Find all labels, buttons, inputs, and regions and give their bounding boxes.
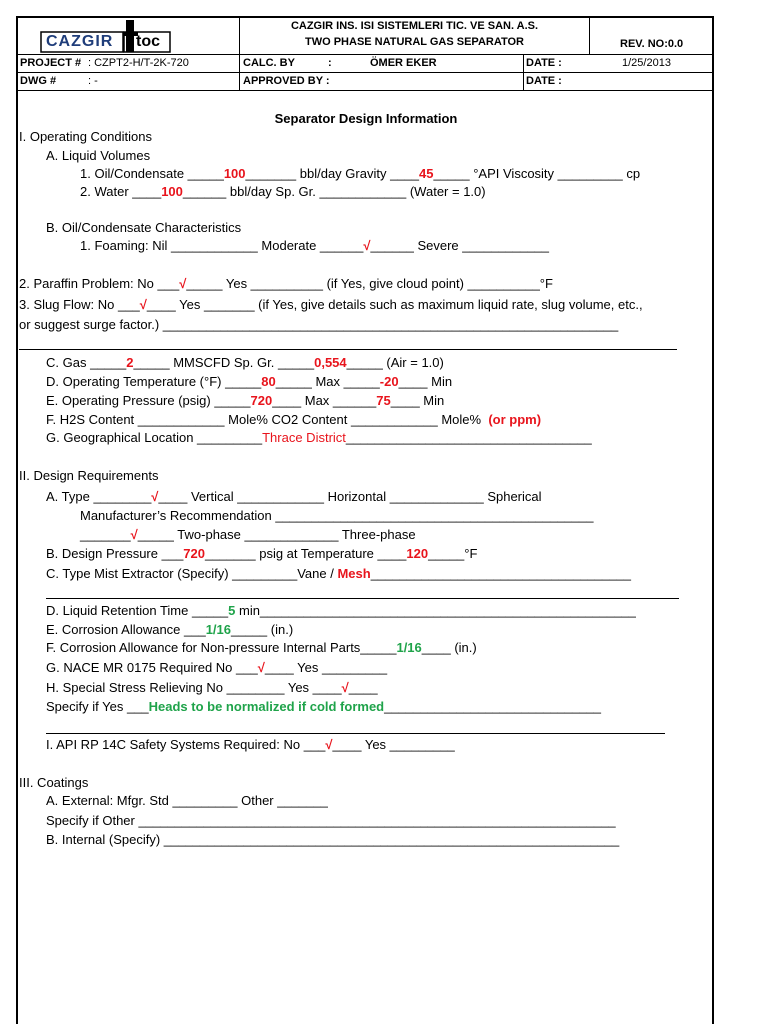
liquid-volumes-heading: A. Liquid Volumes [46,148,151,163]
foaming-check: √ [363,238,371,253]
company-name: CAZGIR INS. ISI SISTEMLERI TIC. VE SAN. A.S. [290,20,539,32]
slug-flow-check: √ [139,297,147,312]
nace-check: √ [257,660,265,675]
project-value: : CZPT2-H/T-2K-720 [88,57,189,69]
internal-coating-row: B. Internal (Specify) _______________________________________________________________ [46,832,620,847]
stress-relieving-row: H. Special Stress Relieving No ________ Yes ____√____ [46,680,378,695]
header-divider [16,72,714,73]
nace-row: G. NACE MR 0175 Required No ___√____ Yes _________ [46,660,388,675]
foaming-row: 1. Foaming: Nil ____________ Moderate ______√______ Severe ____________ [80,238,550,253]
two-phase-check: √ [130,527,138,542]
phase-row: _______√_____ Two-phase _____________ Three-phase [80,527,416,542]
header-divider [16,90,714,91]
geographical-location-row: G. Geographical Location _________Thrace District__________________________________ [46,430,592,445]
header-divider [589,16,590,54]
paraffin-row: 2. Paraffin Problem: No ___√_____ Yes __________ (if Yes, give cloud point) __________°F [19,276,553,291]
oil-volume-value: 100 [223,166,246,181]
blank-line [19,349,677,350]
specify-if-yes-row: Specify if Yes ___Heads to be normalized if cold formed______________________________ [46,699,602,714]
calc-colon: : [328,57,332,69]
date-label: DATE : [526,57,562,69]
gas-rate-value: 2 [126,355,134,370]
form-title: Separator Design Information [274,111,458,126]
paraffin-check: √ [179,276,187,291]
gravity-value: 45 [419,166,434,181]
logo-text: CAZGIR [46,33,114,50]
company-logo [40,20,172,54]
api-rp-14c-row: I. API RP 14C Safety Systems Required: No ___√____ Yes _________ [46,737,455,752]
logo-mark: toc [136,33,160,50]
section-design-requirements: II. Design Requirements [19,468,159,483]
blank-line [46,598,679,599]
retention-time-row: D. Liquid Retention Time _____5 min____________________________________________________ [46,603,636,618]
specify-other-row: Specify if Other __________________________________________________________________ [46,813,616,828]
header-divider [16,54,714,55]
approved-label: APPROVED BY : [243,75,330,87]
mist-extractor-row: C. Type Mist Extractor (Specify) _________Vane / Mesh____________________________________ [46,566,631,581]
max-pressure-value: 720 [250,393,273,408]
slug-flow-line2: or suggest surge factor.) _______________________________________________________________ [19,317,619,332]
max-temperature-value: 80 [261,374,276,389]
api-check: √ [325,737,333,752]
min-temperature-value: -20 [379,374,399,389]
operating-temperature-row: D. Operating Temperature (°F) _____80_____ Max _____-20____ Min [46,374,453,389]
min-pressure-value: 75 [376,393,391,408]
corrosion-allowance-value: 1/16 [205,622,232,637]
design-pressure-row: B. Design Pressure ___720_______ psig at Temperature ____120_____°F [46,546,478,561]
ppm-note: (or ppm) [488,412,542,427]
slug-flow-row: 3. Slug Flow: No ___√____ Yes _______ (if Yes, give details such as maximum liquid rate, slug volume, etc., [19,297,643,312]
internal-corrosion-row: F. Corrosion Allowance for Non-pressure Internal Parts_____1/16____ (in.) [46,640,477,655]
section-coatings: III. Coatings [19,775,89,790]
vessel-type-row: A. Type ________√____ Vertical ____________ Horizontal _____________ Spherical [46,489,542,504]
external-coating-row: A. External: Mfgr. Std _________ Other _______ [46,793,328,808]
location-value: Thrace District [262,430,346,445]
design-temperature-value: 120 [406,546,429,561]
document-title: TWO PHASE NATURAL GAS SEPARATOR [305,36,524,48]
internal-corrosion-value: 1/16 [396,640,422,655]
section-operating-conditions: I. Operating Conditions [19,129,152,144]
oil-characteristics-heading: B. Oil/Condensate Characteristics [46,220,242,235]
mist-extractor-value: Mesh [337,566,371,581]
design-pressure-value: 720 [183,546,205,561]
blank-line [46,733,665,734]
project-label: PROJECT # [20,57,82,69]
approval-date-label: DATE : [526,75,562,87]
h2s-content-row: F. H2S Content ____________ Mole% CO2 Content ____________ Mole% (or ppm) [46,412,542,427]
gas-sg-value: 0,554 [314,355,347,370]
water-volume-value: 100 [161,184,183,199]
revision-number: REV. NO:0.0 [620,38,684,50]
operating-pressure-row: E. Operating Pressure (psig) _____720____ Max ______75____ Min [46,393,445,408]
calc-label: CALC. BY [243,57,295,69]
dwg-label: DWG # [20,75,57,87]
oil-condensate-row: 1. Oil/Condensate _____100_______ bbl/day Gravity ____45_____ °API Viscosity _________ cp [80,166,641,181]
water-row: 2. Water ____100______ bbl/day Sp. Gr. ____________ (Water = 1.0) [80,184,486,199]
manufacturer-recommendation-row: Manufacturer’s Recommendation ____________________________________________ [80,508,594,523]
corrosion-allowance-row: E. Corrosion Allowance ___1/16_____ (in.) [46,622,294,637]
vertical-check: √ [151,489,159,504]
retention-time-value: 5 [228,603,236,618]
header-divider [523,54,524,90]
calc-value: ÖMER EKER [370,57,437,69]
gas-row: C. Gas _____2_____ MMSCFD Sp. Gr. _____0,554_____ (Air = 1.0) [46,355,444,370]
stress-relieving-check: √ [341,680,349,695]
normalize-note: Heads to be normalized if cold formed [148,699,385,714]
dwg-value: : - [88,75,98,87]
date-value: 1/25/2013 [622,57,671,69]
